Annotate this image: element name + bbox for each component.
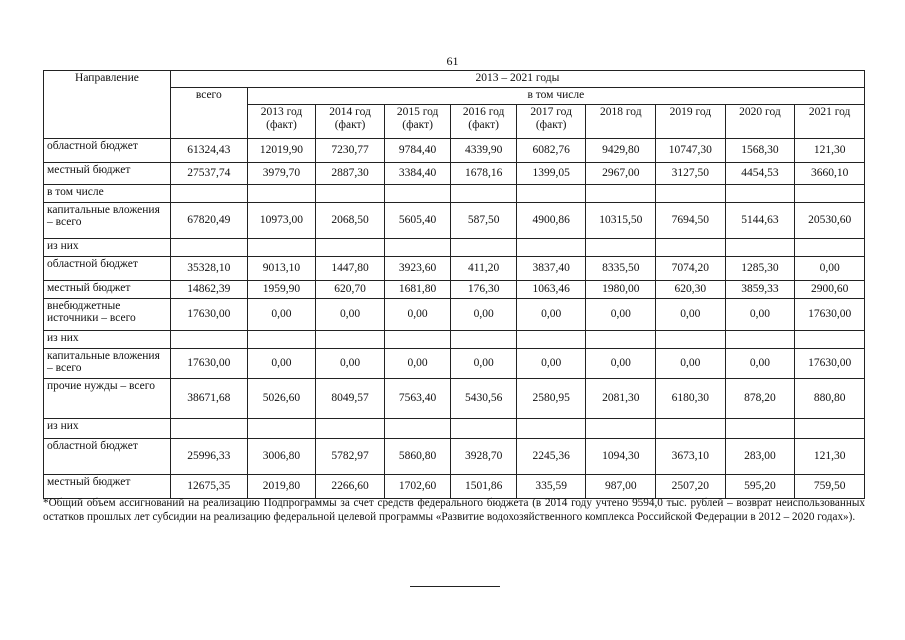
row-value (725, 185, 795, 203)
row-value (656, 239, 726, 257)
row-value: 759,50 (795, 475, 865, 499)
row-value: 2507,20 (656, 475, 726, 499)
header-year (795, 105, 865, 139)
row-value (586, 239, 656, 257)
row-value: 2266,60 (316, 475, 385, 499)
row-label: из них (44, 239, 171, 257)
row-value: 17630,00 (170, 349, 247, 379)
row-value: 10747,30 (656, 139, 726, 163)
row-label: областной бюджет (44, 439, 171, 475)
row-value (451, 331, 517, 349)
row-value (384, 419, 451, 439)
row-value: 3006,80 (247, 439, 316, 475)
row-value: 3660,10 (795, 163, 865, 185)
row-value: 2900,60 (795, 281, 865, 299)
row-value: 7230,77 (316, 139, 385, 163)
row-value (795, 331, 865, 349)
header-year (656, 105, 726, 139)
row-value: 0,00 (795, 257, 865, 281)
row-value: 0,00 (316, 349, 385, 379)
row-value: 4900,86 (516, 203, 586, 239)
row-value: 1094,30 (586, 439, 656, 475)
row-value: 3923,60 (384, 257, 451, 281)
row-value: 12019,90 (247, 139, 316, 163)
row-value (725, 419, 795, 439)
row-value: 17630,00 (795, 299, 865, 331)
row-value (451, 419, 517, 439)
row-value: 595,20 (725, 475, 795, 499)
row-value: 1681,80 (384, 281, 451, 299)
table-row (44, 439, 865, 475)
row-label: местный бюджет (44, 475, 171, 499)
row-value (247, 331, 316, 349)
header-direction: Направление (44, 71, 171, 139)
row-label: областной бюджет (44, 257, 171, 281)
table-row (44, 239, 865, 257)
row-value: 5430,56 (451, 379, 517, 419)
header-year-note: (факт) (468, 119, 499, 131)
row-value (451, 185, 517, 203)
table-row (44, 349, 865, 379)
row-label: местный бюджет (44, 163, 171, 185)
row-label: капитальные вложения – всего (44, 203, 171, 239)
row-value: 9013,10 (247, 257, 316, 281)
row-value: 1399,05 (516, 163, 586, 185)
row-value: 5605,40 (384, 203, 451, 239)
row-value: 176,30 (451, 281, 517, 299)
bottom-rule (410, 586, 500, 587)
row-value: 1063,46 (516, 281, 586, 299)
header-year-label: 2013 год (260, 106, 303, 118)
row-value: 0,00 (516, 299, 586, 331)
row-value: 0,00 (656, 299, 726, 331)
row-value (656, 419, 726, 439)
row-value: 12675,35 (170, 475, 247, 499)
row-value (316, 419, 385, 439)
row-value (795, 419, 865, 439)
row-value (725, 239, 795, 257)
row-value: 10973,00 (247, 203, 316, 239)
row-value: 1702,60 (384, 475, 451, 499)
row-value: 3384,40 (384, 163, 451, 185)
row-value: 0,00 (586, 349, 656, 379)
row-value (316, 239, 385, 257)
row-value: 1678,16 (451, 163, 517, 185)
row-value: 0,00 (656, 349, 726, 379)
row-value: 3928,70 (451, 439, 517, 475)
header-year-label: 2014 год (329, 106, 371, 118)
row-value (384, 239, 451, 257)
row-value (247, 185, 316, 203)
row-value: 987,00 (586, 475, 656, 499)
header-year-label: 2017 год (530, 106, 572, 118)
row-value (795, 185, 865, 203)
table-row (44, 281, 865, 299)
row-label: из них (44, 331, 171, 349)
row-value (656, 331, 726, 349)
row-value: 1285,30 (725, 257, 795, 281)
row-value: 0,00 (451, 299, 517, 331)
row-value (170, 185, 247, 203)
row-value: 3859,33 (725, 281, 795, 299)
header-year-note: (факт) (402, 119, 433, 131)
table-row (44, 139, 865, 163)
header-including: в том числе (247, 88, 864, 105)
footnote: *Общий объем ассигнований на реализацию Подпрограммы за счет средств федерального бюджета (в 2014 году учтено 9594,0 тыс. рублей – возврат неиспользованных остатков прошлых лет субсидии на реализацию федеральной целевой программы «Развитие водохозяйственного комплекса Российской Федерации в 2012 – 2020 годах»). (43, 497, 865, 523)
budget-table (43, 70, 865, 499)
row-value: 5782,97 (316, 439, 385, 475)
table-row (44, 419, 865, 439)
row-value: 14862,39 (170, 281, 247, 299)
header-year (247, 105, 316, 139)
row-value: 0,00 (316, 299, 385, 331)
row-value: 1980,00 (586, 281, 656, 299)
row-value: 587,50 (451, 203, 517, 239)
header-year-label: 2019 год (669, 106, 712, 118)
row-value: 5026,60 (247, 379, 316, 419)
row-value: 4339,90 (451, 139, 517, 163)
row-value (170, 239, 247, 257)
row-value: 8049,57 (316, 379, 385, 419)
table-row (44, 475, 865, 499)
row-value (316, 331, 385, 349)
row-value: 3837,40 (516, 257, 586, 281)
row-label: капитальные вложения – всего (44, 349, 171, 379)
header-year (516, 105, 586, 139)
row-value: 9784,40 (384, 139, 451, 163)
row-value: 35328,10 (170, 257, 247, 281)
row-value: 3979,70 (247, 163, 316, 185)
row-value (247, 239, 316, 257)
row-value: 3127,50 (656, 163, 726, 185)
row-value: 0,00 (725, 349, 795, 379)
row-label: из них (44, 419, 171, 439)
row-value: 2887,30 (316, 163, 385, 185)
row-value: 0,00 (451, 349, 517, 379)
row-value: 10315,50 (586, 203, 656, 239)
row-value (316, 185, 385, 203)
row-value (586, 331, 656, 349)
table-header (44, 71, 865, 139)
row-value: 0,00 (384, 299, 451, 331)
table-row (44, 331, 865, 349)
page-number: 61 (446, 54, 459, 68)
table-row (44, 185, 865, 203)
header-total: всего (170, 88, 247, 139)
header-period: 2013 – 2021 годы (170, 71, 864, 88)
row-value: 5144,63 (725, 203, 795, 239)
row-value: 878,20 (725, 379, 795, 419)
row-value: 7694,50 (656, 203, 726, 239)
row-value: 121,30 (795, 439, 865, 475)
row-value: 7563,40 (384, 379, 451, 419)
row-value: 6082,76 (516, 139, 586, 163)
row-value: 1447,80 (316, 257, 385, 281)
table-body (44, 139, 865, 499)
row-value (656, 185, 726, 203)
row-value: 283,00 (725, 439, 795, 475)
header-year-label: 2015 год (396, 106, 439, 118)
row-value: 2019,80 (247, 475, 316, 499)
header-year-note: (факт) (266, 119, 297, 131)
row-value (725, 331, 795, 349)
row-value (516, 185, 586, 203)
row-value: 9429,80 (586, 139, 656, 163)
row-value: 0,00 (725, 299, 795, 331)
row-value: 620,30 (656, 281, 726, 299)
row-value: 0,00 (384, 349, 451, 379)
row-value: 17630,00 (795, 349, 865, 379)
row-label: внебюджетные источники – всего (44, 299, 171, 331)
row-value: 7074,20 (656, 257, 726, 281)
header-year-label: 2020 год (739, 106, 781, 118)
row-value (247, 419, 316, 439)
row-value (384, 185, 451, 203)
row-value: 67820,49 (170, 203, 247, 239)
row-value: 880,80 (795, 379, 865, 419)
table-row (44, 163, 865, 185)
row-value: 5860,80 (384, 439, 451, 475)
table-row (44, 379, 865, 419)
header-year-label: 2021 год (808, 106, 851, 118)
header-year-note: (факт) (334, 119, 366, 131)
row-label: местный бюджет (44, 281, 171, 299)
row-value: 61324,43 (170, 139, 247, 163)
row-value: 0,00 (586, 299, 656, 331)
header-year-label: 2018 год (599, 106, 642, 118)
header-year (451, 105, 517, 139)
row-value (586, 185, 656, 203)
table-row (44, 299, 865, 331)
row-value: 2580,95 (516, 379, 586, 419)
row-value: 620,70 (316, 281, 385, 299)
table-row (44, 203, 865, 239)
header-year (384, 105, 451, 139)
row-value (516, 331, 586, 349)
row-value (451, 239, 517, 257)
row-value: 27537,74 (170, 163, 247, 185)
row-value (170, 419, 247, 439)
row-value: 3673,10 (656, 439, 726, 475)
row-label: областной бюджет (44, 139, 171, 163)
row-label: в том числе (44, 185, 171, 203)
row-value (586, 419, 656, 439)
header-year (316, 105, 385, 139)
header-year-note: (факт) (535, 119, 567, 131)
row-value: 0,00 (516, 349, 586, 379)
row-value: 17630,00 (170, 299, 247, 331)
row-value: 1959,90 (247, 281, 316, 299)
row-value: 121,30 (795, 139, 865, 163)
row-value: 1568,30 (725, 139, 795, 163)
row-value (170, 331, 247, 349)
table-row (44, 257, 865, 281)
row-value: 20530,60 (795, 203, 865, 239)
header-year (725, 105, 795, 139)
row-value: 0,00 (247, 299, 316, 331)
row-value: 4454,53 (725, 163, 795, 185)
row-value: 1501,86 (451, 475, 517, 499)
row-value: 411,20 (451, 257, 517, 281)
row-value: 6180,30 (656, 379, 726, 419)
row-value: 2068,50 (316, 203, 385, 239)
row-value: 0,00 (247, 349, 316, 379)
row-value: 8335,50 (586, 257, 656, 281)
row-value (516, 239, 586, 257)
row-value (384, 331, 451, 349)
row-value: 335,59 (516, 475, 586, 499)
row-value: 25996,33 (170, 439, 247, 475)
header-year-label: 2016 год (462, 106, 505, 118)
row-value: 2081,30 (586, 379, 656, 419)
header-year (586, 105, 656, 139)
row-value: 38671,68 (170, 379, 247, 419)
row-value: 2967,00 (586, 163, 656, 185)
row-value (795, 239, 865, 257)
row-value: 2245,36 (516, 439, 586, 475)
row-label: прочие нужды – всего (44, 379, 171, 419)
row-value (516, 419, 586, 439)
